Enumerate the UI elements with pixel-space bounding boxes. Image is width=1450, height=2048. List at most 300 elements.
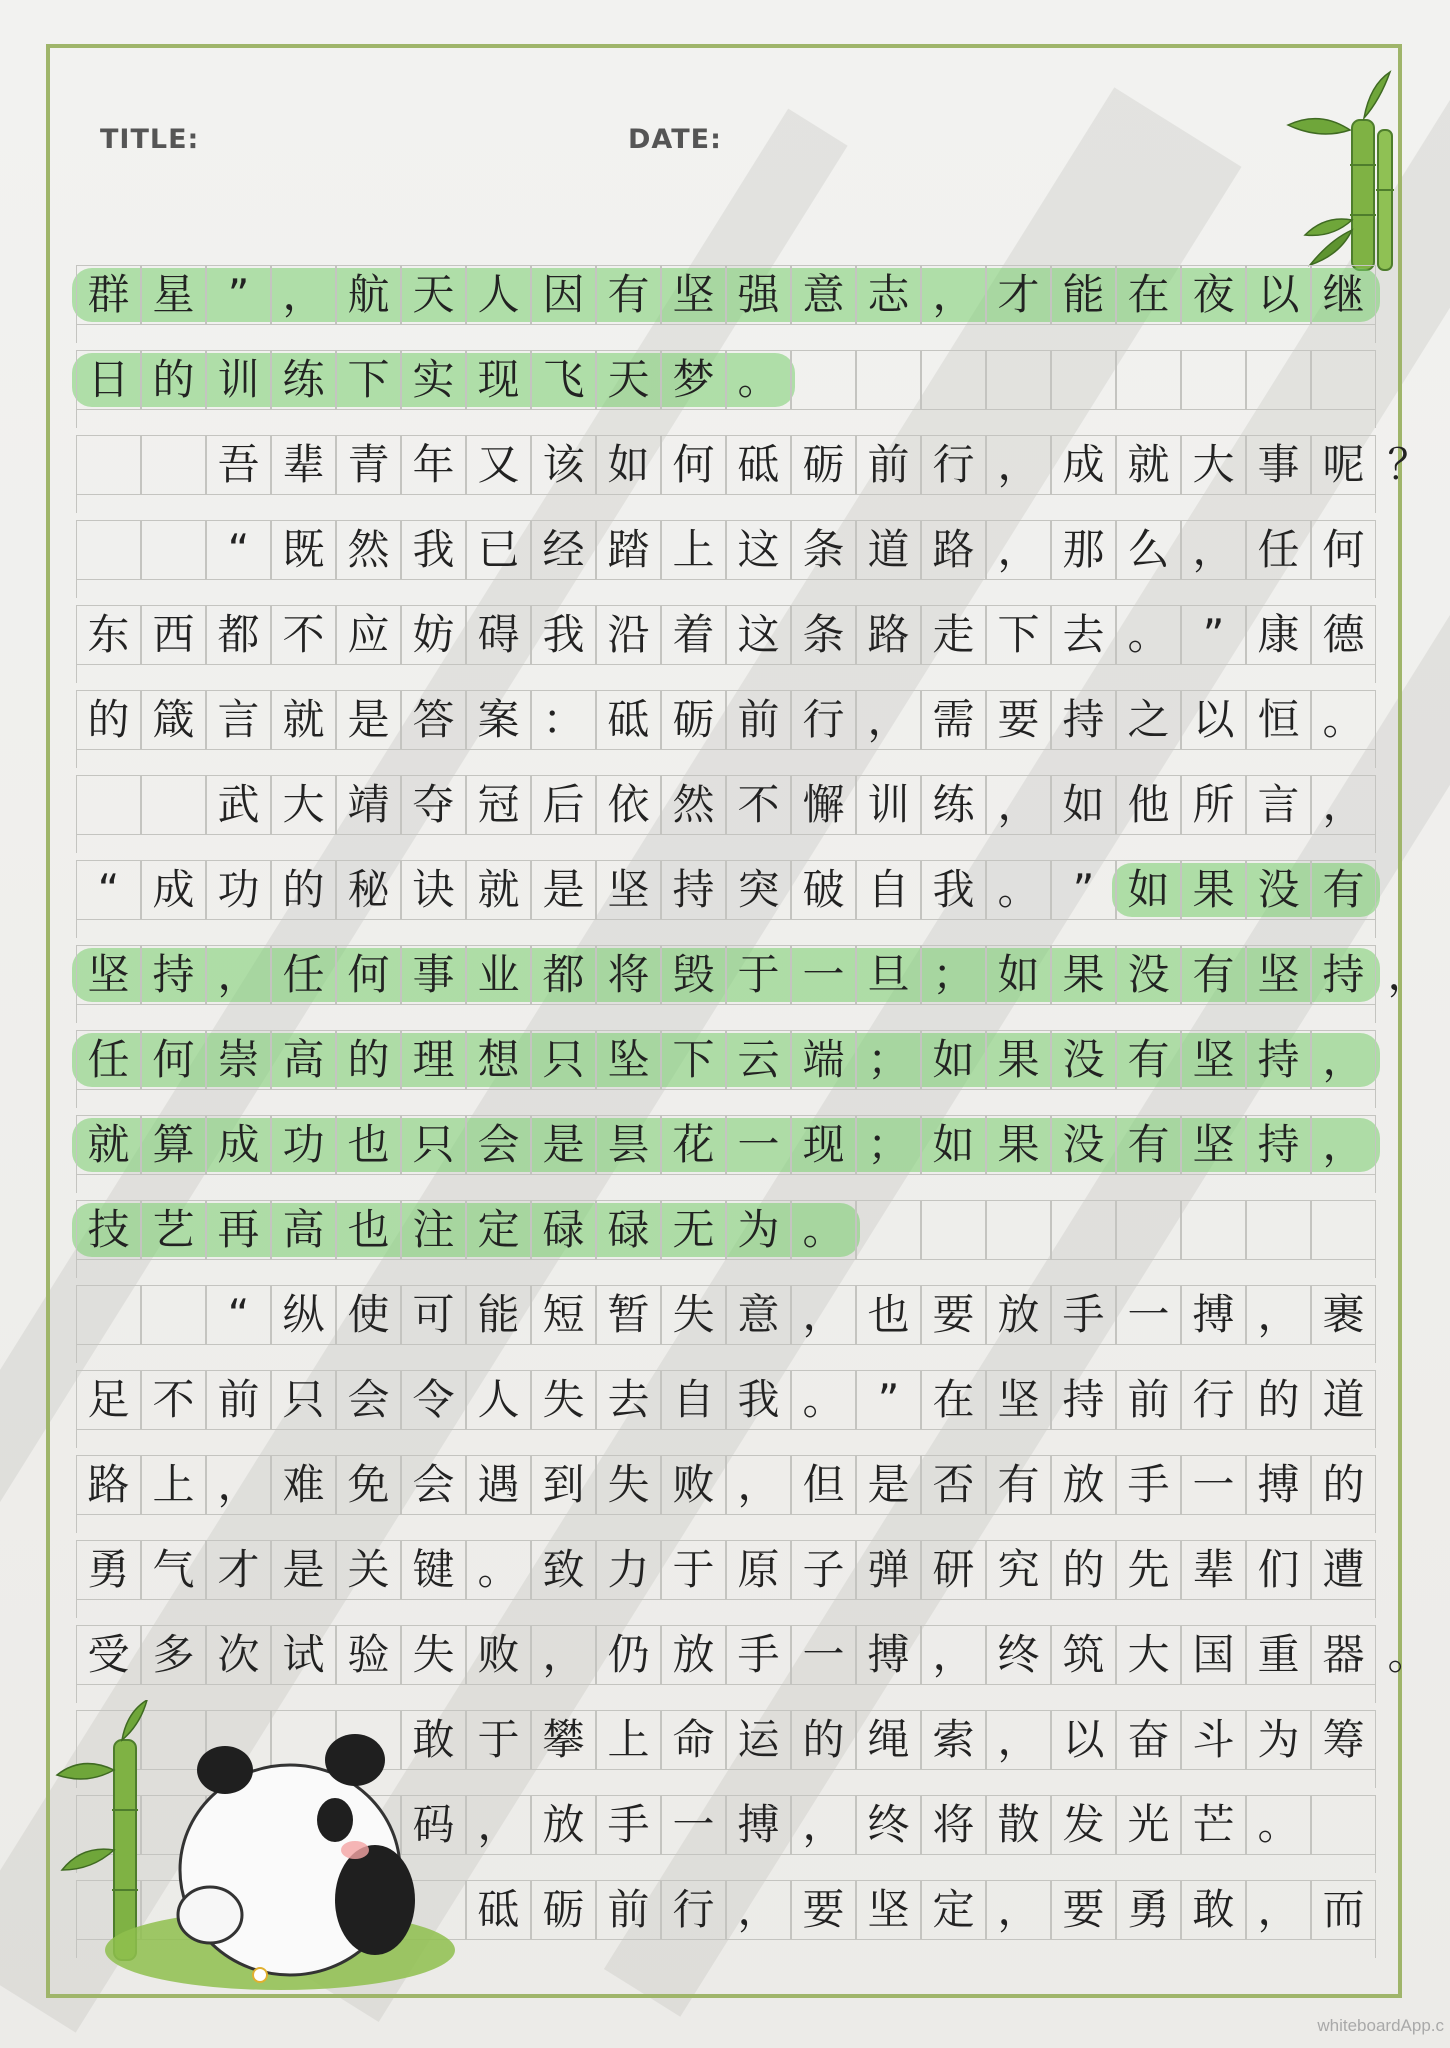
grid-char: 。	[737, 355, 780, 404]
grid-char: 前	[867, 440, 910, 489]
grid-char: 坠	[607, 1035, 650, 1084]
grid-row	[76, 1030, 1416, 1090]
grid-char: ，	[282, 270, 325, 319]
grid-char: 云	[737, 1035, 780, 1084]
grid-char: 下	[997, 610, 1040, 659]
grid-char: 的	[87, 695, 130, 744]
grid-char: 有	[1322, 865, 1365, 914]
grid-char: 不	[152, 1375, 195, 1424]
grid-char	[76, 1285, 141, 1345]
grid-char: 行	[932, 440, 975, 489]
grid-char: 在	[932, 1375, 975, 1424]
grid-char: 芒	[1192, 1800, 1235, 1849]
grid-char: 所	[1192, 780, 1235, 829]
grid-char: 运	[737, 1715, 780, 1764]
grid-char: ，	[867, 695, 910, 744]
grid-char: 自	[672, 1375, 715, 1424]
grid-char: ，	[737, 1885, 780, 1934]
grid-char: 散	[997, 1800, 1040, 1849]
grid-char: 以	[1062, 1715, 1105, 1764]
grid-char: 放	[542, 1800, 585, 1849]
grid-char: 遭	[1322, 1545, 1365, 1594]
grid-char: 终	[867, 1800, 910, 1849]
grid-char: 原	[737, 1545, 780, 1594]
grid-char: 碍	[477, 610, 520, 659]
grid-char: 失	[412, 1630, 455, 1679]
grid-char: 持	[1257, 1035, 1300, 1084]
grid-char: 到	[542, 1460, 585, 1509]
panda-icon	[90, 1700, 480, 2000]
grid-char: 既	[282, 525, 325, 574]
grid-char: 手	[1062, 1290, 1105, 1339]
grid-char: 持	[1322, 950, 1365, 999]
grid-char: 也	[347, 1205, 390, 1254]
grid-char: “	[227, 525, 250, 574]
grid-char: 足	[87, 1375, 130, 1424]
grid-char: 事	[412, 950, 455, 999]
grid-char: 手	[607, 1800, 650, 1849]
grid-char: 搏	[1257, 1460, 1300, 1509]
grid-char: 没	[1062, 1120, 1105, 1169]
grid-char: 手	[737, 1630, 780, 1679]
grid-char: ；	[867, 1035, 910, 1084]
grid-char: 是	[867, 1460, 910, 1509]
title-label: TITLE:	[100, 124, 200, 155]
grid-char: 这	[737, 525, 780, 574]
grid-char: 放	[672, 1630, 715, 1679]
bamboo-icon-top-right	[1280, 70, 1410, 280]
grid-char: 究	[997, 1545, 1040, 1594]
grid-char: ，	[542, 1630, 585, 1679]
row-gap	[76, 920, 1376, 938]
row-gap	[76, 1090, 1376, 1108]
grid-char: 有	[607, 270, 650, 319]
grid-char: 他	[1127, 780, 1170, 829]
grid-char: 都	[217, 610, 260, 659]
grid-char: 也	[347, 1120, 390, 1169]
grid-char: 路	[932, 525, 975, 574]
grid-char: 的	[1322, 1460, 1365, 1509]
grid-char: 器	[1322, 1630, 1365, 1679]
grid-char: 端	[802, 1035, 845, 1084]
grid-char: 意	[737, 1290, 780, 1339]
grid-char: 而	[1322, 1885, 1365, 1934]
grid-char: 筑	[1062, 1630, 1105, 1679]
grid-row	[76, 1540, 1416, 1600]
grid-char: 先	[1127, 1545, 1170, 1594]
grid-char: 前	[217, 1375, 260, 1424]
grid-char: 果	[997, 1035, 1040, 1084]
grid-char: 为	[737, 1205, 780, 1254]
grid-char: 仍	[607, 1630, 650, 1679]
grid-char: 再	[217, 1205, 260, 1254]
grid-char: 没	[1127, 950, 1170, 999]
grid-char: 果	[1192, 865, 1235, 914]
grid-char: 绳	[867, 1715, 910, 1764]
grid-char: 天	[412, 270, 455, 319]
grid-char: 将	[607, 950, 650, 999]
grid-char: 冠	[477, 780, 520, 829]
grid-char: 将	[932, 1800, 975, 1849]
grid-char: 如	[997, 950, 1040, 999]
grid-char: 航	[347, 270, 390, 319]
grid-char: 短	[542, 1290, 585, 1339]
grid-char: 懈	[802, 780, 845, 829]
grid-char: ，	[997, 1885, 1040, 1934]
grid-char: 难	[282, 1460, 325, 1509]
grid-char: 经	[542, 525, 585, 574]
grid-char: 。	[997, 865, 1040, 914]
grid-char: 坚	[1192, 1035, 1235, 1084]
grid-char: 筹	[1322, 1715, 1365, 1764]
grid-char	[76, 435, 141, 495]
grid-char: 。	[1387, 1630, 1430, 1679]
grid-row	[76, 1200, 1416, 1260]
grid-char: 没	[1257, 865, 1300, 914]
grid-char: 艺	[152, 1205, 195, 1254]
grid-char: ，	[737, 1460, 780, 1509]
grid-char: 靖	[347, 780, 390, 829]
grid-char: 这	[737, 610, 780, 659]
grid-char: 坚	[997, 1375, 1040, 1424]
grid-char: 如	[607, 440, 650, 489]
grid-char: 因	[542, 270, 585, 319]
grid-char: ，	[1387, 950, 1430, 999]
grid-char: ，	[1257, 1290, 1300, 1339]
grid-char: 于	[672, 1545, 715, 1594]
grid-char: 行	[802, 695, 845, 744]
grid-char: 然	[672, 780, 715, 829]
grid-char: 成	[152, 865, 195, 914]
grid-char: 是	[542, 865, 585, 914]
grid-char: ，	[997, 440, 1040, 489]
grid-row	[76, 605, 1416, 665]
grid-char: 要	[802, 1885, 845, 1934]
grid-char: 前	[737, 695, 780, 744]
grid-char: 后	[542, 780, 585, 829]
grid-char: 箴	[152, 695, 195, 744]
grid-char: 砥	[737, 440, 780, 489]
grid-char: 何	[152, 1035, 195, 1084]
grid-char: 有	[1127, 1120, 1170, 1169]
grid-char: 如	[1127, 865, 1170, 914]
grid-char: 何	[1322, 525, 1365, 574]
grid-char: 砺	[672, 695, 715, 744]
grid-char: 纵	[282, 1290, 325, 1339]
grid-char: ，	[1257, 1885, 1300, 1934]
grid-char: 码	[412, 1800, 455, 1849]
grid-char: 果	[1062, 950, 1105, 999]
grid-char: 何	[347, 950, 390, 999]
grid-char: 大	[1192, 440, 1235, 489]
grid-char: 然	[347, 525, 390, 574]
grid-char: 一	[1192, 1460, 1235, 1509]
grid-char: 意	[802, 270, 845, 319]
grid-char: 去	[607, 1375, 650, 1424]
grid-char: 如	[932, 1120, 975, 1169]
row-gap	[76, 1430, 1376, 1448]
grid-char: 强	[737, 270, 780, 319]
grid-char: 持	[1062, 1375, 1105, 1424]
row-gap	[76, 665, 1376, 683]
date-label: DATE:	[628, 124, 722, 155]
grid-char: 大	[282, 780, 325, 829]
grid-char: 人	[477, 1375, 520, 1424]
grid-char: 也	[867, 1290, 910, 1339]
grid-row	[76, 690, 1416, 750]
grid-char: 都	[542, 950, 585, 999]
row-gap	[76, 1515, 1376, 1533]
grid-char: 如	[1062, 780, 1105, 829]
row-gap	[76, 495, 1376, 513]
grid-char: 条	[802, 525, 845, 574]
grid-char: 上	[607, 1715, 650, 1764]
grid-char: 年	[412, 440, 455, 489]
grid-char: 弹	[867, 1545, 910, 1594]
grid-char: 碌	[607, 1205, 650, 1254]
row-gap	[76, 325, 1376, 343]
grid-char: 令	[412, 1375, 455, 1424]
grid-char: 行	[1192, 1375, 1235, 1424]
grid-char: 奋	[1127, 1715, 1170, 1764]
grid-row	[76, 265, 1416, 325]
grid-char: 夺	[412, 780, 455, 829]
grid-char: 能	[477, 1290, 520, 1339]
grid-char: 。	[1257, 1800, 1300, 1849]
grid-char: 夜	[1192, 270, 1235, 319]
grid-char: 就	[477, 865, 520, 914]
grid-char: 我	[932, 865, 975, 914]
grid-char: 勇	[1127, 1885, 1170, 1934]
row-gap	[76, 410, 1376, 428]
grid-char: 无	[672, 1205, 715, 1254]
grid-char: 训	[867, 780, 910, 829]
grid-char: 光	[1127, 1800, 1170, 1849]
grid-char: 高	[282, 1035, 325, 1084]
grid-char: 注	[412, 1205, 455, 1254]
grid-char: 敢	[412, 1715, 455, 1764]
grid-char: 在	[1127, 270, 1170, 319]
grid-char: 不	[737, 780, 780, 829]
grid-char: 想	[477, 1035, 520, 1084]
grid-char: 路	[867, 610, 910, 659]
grid-char: 使	[347, 1290, 390, 1339]
grid-char: 成	[217, 1120, 260, 1169]
grid-char: 吾	[217, 440, 260, 489]
grid-char: 是	[282, 1545, 325, 1594]
grid-char: 键	[412, 1545, 455, 1594]
grid-char: 搏	[1192, 1290, 1235, 1339]
grid-char: 就	[1127, 440, 1170, 489]
grid-char: 一	[802, 950, 845, 999]
grid-char: 只	[412, 1120, 455, 1169]
grid-char: 的	[282, 865, 325, 914]
grid-char	[76, 775, 141, 835]
grid-char: 定	[477, 1205, 520, 1254]
grid-char: 能	[1062, 270, 1105, 319]
grid-char: 继	[1322, 270, 1365, 319]
grid-char: 国	[1192, 1630, 1235, 1679]
grid-char: 突	[737, 865, 780, 914]
grid-char: 要	[932, 1290, 975, 1339]
grid-char: 破	[802, 865, 845, 914]
grid-char: 群	[87, 270, 130, 319]
grid-char: 道	[1322, 1375, 1365, 1424]
grid-char: 秘	[347, 865, 390, 914]
grid-char: 的	[152, 355, 195, 404]
grid-char: 只	[282, 1375, 325, 1424]
grid-char: 着	[672, 610, 715, 659]
grid-char: 武	[217, 780, 260, 829]
grid-char: 坚	[1257, 950, 1300, 999]
grid-char: ”	[877, 1375, 900, 1424]
grid-char: 下	[672, 1035, 715, 1084]
grid-char: 放	[1062, 1460, 1105, 1509]
grid-char: 业	[477, 950, 520, 999]
grid-row	[76, 520, 1416, 580]
grid-char: ，	[1322, 1120, 1365, 1169]
grid-char: 高	[282, 1205, 325, 1254]
grid-char: 么	[1127, 525, 1170, 574]
grid-char: ，	[1192, 525, 1235, 574]
grid-char: 砥	[477, 1885, 520, 1934]
grid-char: 砺	[802, 440, 845, 489]
grid-char: 沿	[607, 610, 650, 659]
grid-char: 前	[1127, 1375, 1170, 1424]
grid-char: 碌	[542, 1205, 585, 1254]
grid-char: 如	[932, 1035, 975, 1084]
grid-char: 技	[87, 1205, 130, 1254]
grid-char: 需	[932, 695, 975, 744]
grid-char: ；	[867, 1120, 910, 1169]
grid-char: 花	[672, 1120, 715, 1169]
grid-char: 会	[477, 1120, 520, 1169]
grid-char: ，	[477, 1800, 520, 1849]
grid-char	[141, 435, 206, 495]
grid-row	[76, 435, 1430, 495]
grid-char: 斗	[1192, 1715, 1235, 1764]
grid-char: 康	[1257, 610, 1300, 659]
grid-char: 搏	[867, 1630, 910, 1679]
grid-char: 索	[932, 1715, 975, 1764]
grid-char: 受	[87, 1630, 130, 1679]
grid-char: 有	[1192, 950, 1235, 999]
grid-char: 持	[1257, 1120, 1300, 1169]
grid-char	[141, 520, 206, 580]
grid-char: 志	[867, 270, 910, 319]
grid-char: 辈	[282, 440, 325, 489]
grid-char: ”	[1202, 610, 1225, 659]
grid-char: 恒	[1257, 695, 1300, 744]
grid-char: 于	[477, 1715, 520, 1764]
grid-char: 上	[152, 1460, 195, 1509]
grid-char: 们	[1257, 1545, 1300, 1594]
grid-char: 试	[282, 1630, 325, 1679]
grid-char: ，	[997, 780, 1040, 829]
grid-char: 东	[87, 610, 130, 659]
grid-row	[76, 350, 1416, 410]
grid-char: 持	[1062, 695, 1105, 744]
grid-char: 道	[867, 525, 910, 574]
grid-char: 坚	[672, 270, 715, 319]
grid-char: 重	[1257, 1630, 1300, 1679]
grid-char: 现	[802, 1120, 845, 1169]
grid-char: 坚	[1192, 1120, 1235, 1169]
grid-char: 的	[1062, 1545, 1105, 1594]
grid-char	[76, 520, 141, 580]
grid-char: 就	[282, 695, 325, 744]
grid-char: 持	[152, 950, 195, 999]
grid-char: 那	[1062, 525, 1105, 574]
grid-char: 。	[477, 1545, 520, 1594]
grid-char: 。	[1127, 610, 1170, 659]
row-gap	[76, 1345, 1376, 1363]
grid-char: 攀	[542, 1715, 585, 1764]
grid-char: 梦	[672, 355, 715, 404]
grid-char: ，	[932, 270, 975, 319]
grid-char: ，	[217, 1460, 260, 1509]
grid-char: 才	[217, 1545, 260, 1594]
grid-char: 言	[217, 695, 260, 744]
grid-char: ？	[1387, 440, 1430, 489]
grid-char: 没	[1062, 1035, 1105, 1084]
grid-char: 旦	[867, 950, 910, 999]
grid-char: 致	[542, 1545, 585, 1594]
grid-char: 一	[1127, 1290, 1170, 1339]
grid-char: 研	[932, 1545, 975, 1594]
grid-char	[141, 1285, 206, 1345]
grid-char: 人	[477, 270, 520, 319]
grid-row	[76, 775, 1416, 835]
grid-char	[141, 775, 206, 835]
grid-char: 失	[672, 1290, 715, 1339]
grid-char: 已	[477, 525, 520, 574]
grid-char: 言	[1257, 780, 1300, 829]
grid-char: 条	[802, 610, 845, 659]
grid-char: 上	[672, 525, 715, 574]
grid-char: 搏	[737, 1800, 780, 1849]
grid-char: 任	[282, 950, 325, 999]
grid-char: 失	[607, 1460, 650, 1509]
grid-char: 败	[477, 1630, 520, 1679]
grid-char: 下	[347, 355, 390, 404]
grid-char: 案	[477, 695, 520, 744]
grid-row	[76, 1455, 1416, 1515]
grid-char: ”	[1072, 865, 1095, 914]
row-gap	[76, 750, 1376, 768]
grid-char: 答	[412, 695, 455, 744]
grid-char: 辈	[1192, 1545, 1235, 1594]
grid-char: 命	[672, 1715, 715, 1764]
grid-char: 放	[997, 1290, 1040, 1339]
grid-char: 免	[347, 1460, 390, 1509]
grid-char: 只	[542, 1035, 585, 1084]
grid-char: 训	[217, 355, 260, 404]
row-gap	[76, 1600, 1376, 1618]
grid-char: 我	[412, 525, 455, 574]
grid-char: ，	[997, 1715, 1040, 1764]
grid-char: ：	[542, 695, 585, 744]
row-gap	[76, 835, 1376, 853]
grid-char: 砥	[607, 695, 650, 744]
grid-char: ，	[217, 950, 260, 999]
grid-char: 何	[672, 440, 715, 489]
grid-char: 以	[1192, 695, 1235, 744]
grid-char: 就	[87, 1120, 130, 1169]
grid-char: 为	[1257, 1715, 1300, 1764]
row-gap	[76, 1175, 1376, 1193]
grid-char: 任	[1257, 525, 1300, 574]
